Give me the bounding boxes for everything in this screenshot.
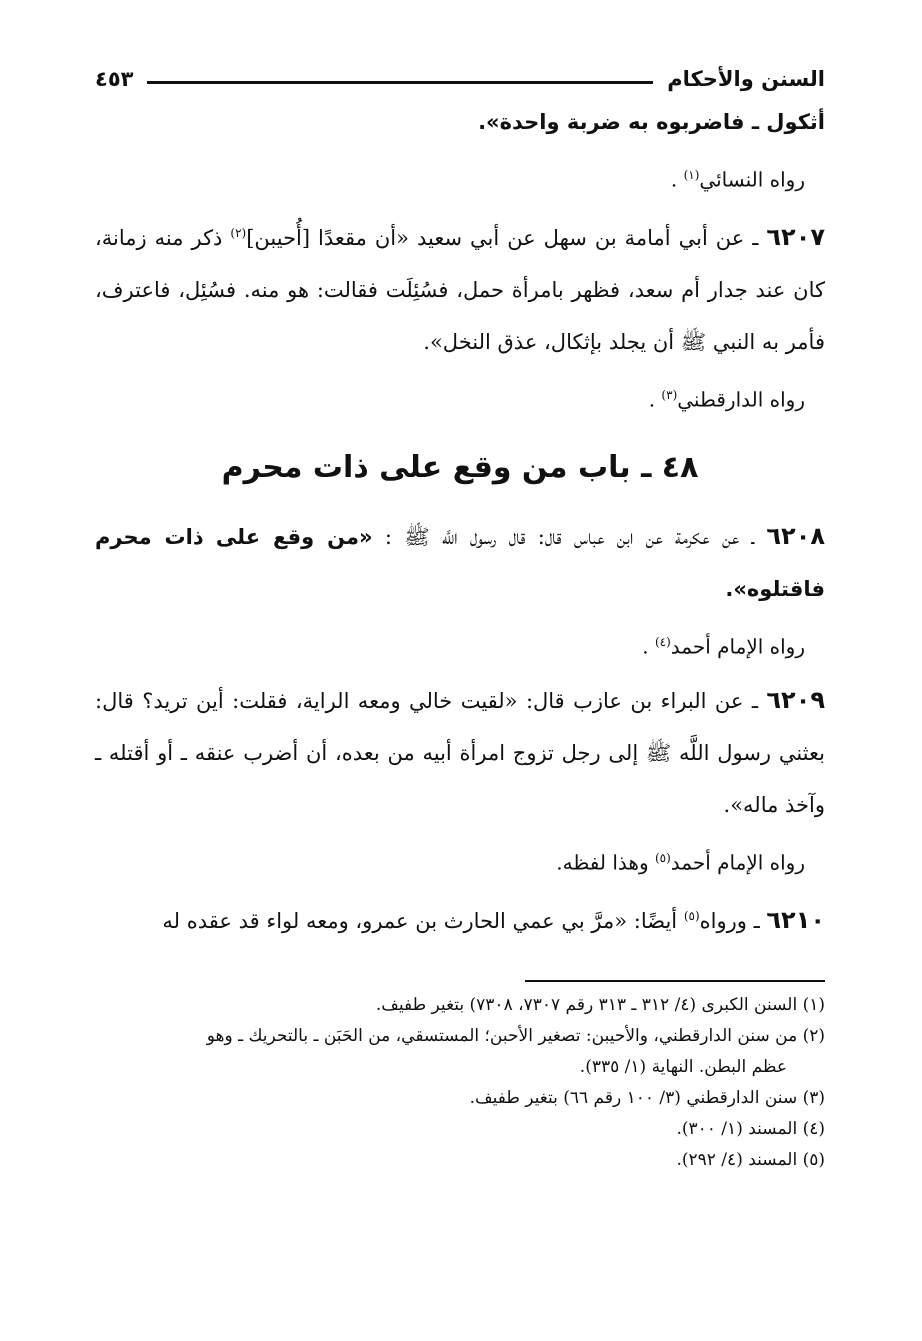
- source-line: رواه الإمام أحمد$^{(٥)}$ وهذا لفظه.: [556, 850, 805, 875]
- hadith-6208: ٦٢٠٨ ـ عن عكرمة عن ابن عباس قال: قال رسول اللَّه ﷺ : «من وقع على ذات محرم فاقتلوه».: [95, 522, 825, 602]
- running-header: [95, 62, 825, 96]
- footnote-ref: (١): [683, 168, 700, 182]
- hadith-6209: ٦٢٠٩ ـ عن البراء بن عازب قال: «لقيت خالي ومعه الراية، فقلت: أين تريد؟ قال: بعثني رسول اللَّه ﷺ إلى رجل تزوج امرأة أبيه من بعده، أن أضرب عنقه ـ أو أقتله ـ وآخذ ماله».: [95, 685, 825, 817]
- source-line: رواه الدارقطني$^{(٣)}$ .: [648, 387, 805, 412]
- footnote-item: (٣) سنن الدارقطني (٣/ ١٠٠ رقم ٦٦) بتغير طفيف.: [469, 1088, 825, 1108]
- footnote-ref: (٢): [230, 225, 247, 240]
- header-title: السنن والأحكام: [667, 67, 825, 91]
- footnote-item: (٥) المسند (٤/ ٢٩٢).: [676, 1150, 825, 1170]
- source-line: رواه النسائي$^{(١)}$ .: [670, 167, 805, 192]
- hadith-number: ٦٢١٠: [766, 905, 825, 934]
- footnote-ref: (٥): [654, 850, 671, 865]
- source-line: رواه الإمام أحمد$^{(٤)}$ .: [642, 634, 805, 659]
- hadith-continuation: أثكول ـ فاضربوه به ضربة واحدة».: [478, 110, 825, 134]
- footnote-ref: (٣): [661, 387, 678, 402]
- footnote-item: (٤) المسند (١/ ٣٠٠).: [676, 1119, 825, 1139]
- footnote-separator: [525, 980, 825, 982]
- chapter-heading: ٤٨ ـ باب من وقع على ذات محرم: [221, 450, 699, 486]
- page-number: ٤٥٣: [95, 67, 134, 91]
- footnote-item: (٢) من سنن الدارقطني، والأحيبن: تصغير الأحبن؛ المستسقي، من الحَبَن ـ بالتحريك ـ وهو: [206, 1026, 825, 1046]
- footnotes: [95, 980, 825, 1176]
- footnote-item: (١) السنن الكبرى (٤/ ٣١٢ ـ ٣١٣ رقم ٧٣٠٧، ٧٣٠٨) بتغير طفيف.: [375, 995, 825, 1015]
- hadith-number: ٦٢٠٨: [766, 522, 825, 551]
- hadith-6207: ٦٢٠٧ ـ عن أبي أمامة بن سهل عن أبي سعيد «أن مقعدًا [أُحيبن]$^{(٢)}$ ذكر منه زمانة، كان عند جدار أم سعد، فظهر بامرأة حمل، فسُئِلَت فقالت: هو منه. فسُئِل، فاعترف، فأمر به النبي ﷺ أن يجلد بإثكال، عذق النخل».: [95, 222, 825, 354]
- footnote-ref: (٥): [683, 908, 700, 923]
- hadith-number: ٦٢٠٩: [766, 685, 825, 714]
- footnote-ref: (٤): [654, 635, 671, 650]
- hadith-number: ٦٢٠٧: [766, 222, 825, 251]
- hadith-6210: ٦٢١٠ ـ ورواه$^{(٥)}$ أيضًا: «مرَّ بي عمي الحارث بن عمرو، ومعه لواء قد عقده له: [162, 905, 825, 934]
- page-body: [95, 62, 825, 947]
- header-rule: [147, 81, 653, 84]
- footnote-item-continuation: عظم البطن. النهاية (١/ ٣٣٥).: [579, 1057, 787, 1077]
